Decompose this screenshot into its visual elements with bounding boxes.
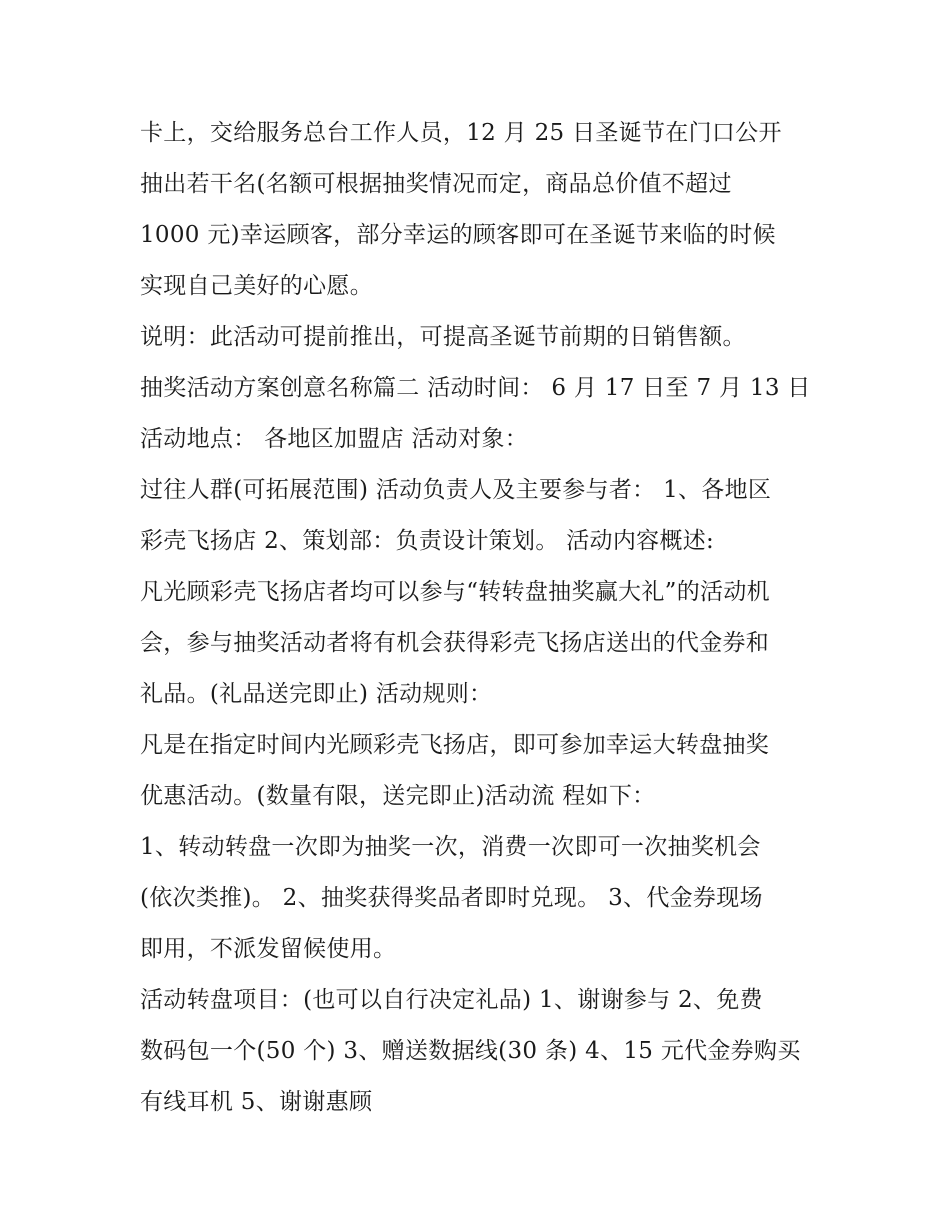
document-body (140, 108, 830, 1128)
text-line: 活动地点： 各地区加盟店 活动对象： (140, 426, 529, 452)
text-line: 凡光顾彩壳飞扬店者均可以参与“转转盘抽奖赢大礼”的活动机 (140, 579, 770, 605)
text-line: 数码包一个(50 个) 3、赠送数据线(30 条) 4、15 元代金券购买 (140, 1038, 801, 1064)
text-line: 优惠活动。(数量有限，送完即止)活动流 程如下： (140, 783, 656, 809)
text-line: (依次类推)。 2、抽奖获得奖品者即时兑现。 3、代金券现场 (140, 885, 763, 911)
text-line: 会，参与抽奖活动者将有机会获得彩壳飞扬店送出的代金券和 (140, 630, 770, 656)
text-line: 凡是在指定时间内光顾彩壳飞扬店，即可参加幸运大转盘抽奖 (140, 732, 770, 758)
text-line: 抽出若干名(名额可根据抽奖情况而定，商品总价值不超过 (140, 171, 732, 197)
text-line: 实现自己美好的心愿。 (140, 273, 373, 299)
text-line: 1000 元)幸运顾客，部分幸运的顾客即可在圣诞节来临的时候 (140, 222, 776, 248)
text-line: 卡上，交给服务总台工作人员，12 月 25 日圣诞节在门口公开 (140, 120, 782, 146)
text-line: 礼品。(礼品送完即止) 活动规则： (140, 681, 493, 707)
text-line: 抽奖活动方案创意名称篇二 活动时间： 6 月 17 日至 7 月 13 日 (140, 375, 811, 401)
text-line: 彩壳飞扬店 2、策划部：负责设计策划。 活动内容概述: (140, 528, 715, 554)
text-line: 活动转盘项目：(也可以自行决定礼品) 1、谢谢参与 2、免费 (140, 987, 763, 1013)
text-line: 说明：此活动可提前推出，可提高圣诞节前期的日销售额。 (140, 324, 746, 350)
text-line: 1、转动转盘一次即为抽奖一次，消费一次即可一次抽奖机会 (140, 834, 761, 860)
text-line: 即用，不派发留候使用。 (140, 936, 397, 962)
text-line: 过往人群(可拓展范围) 活动负责人及主要参与者： 1、各地区 (140, 477, 772, 503)
text-line: 有线耳机 5、谢谢惠顾 (140, 1089, 373, 1115)
